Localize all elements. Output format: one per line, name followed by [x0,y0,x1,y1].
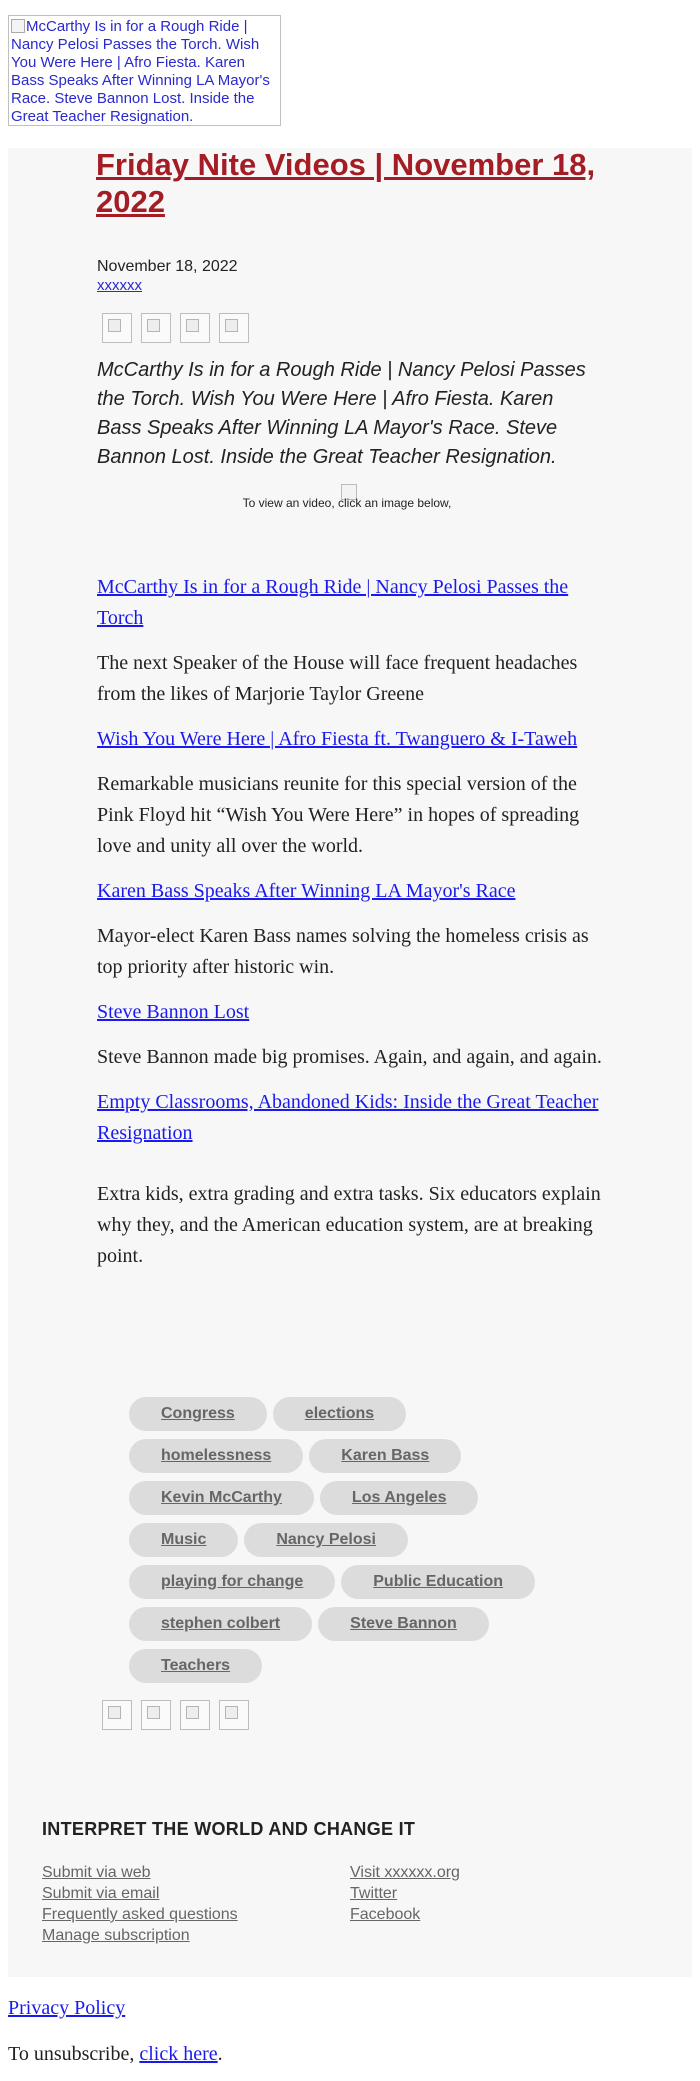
tag-kevin-mccarthy[interactable]: Kevin McCarthy [129,1481,314,1515]
article-summary: McCarthy Is in for a Rough Ride | Nancy Pelosi Passes the Torch. Wish You Were Here | Afro Fiesta. Karen Bass Speaks After Winning LA Mayor's Race. Steve Bannon Lost. Inside the Great Teacher Resignation. [97,359,586,468]
share-icons-bottom [102,1700,249,1730]
share-image-icon[interactable] [219,1700,249,1730]
video-link-wish-you-were-here[interactable]: Wish You Were Here | Afro Fiesta ft. Twanguero & I-Taweh [97,728,578,750]
tag-stephen-colbert[interactable]: stephen colbert [129,1607,312,1641]
video-description: Remarkable musicians reunite for this special version of the Pink Floyd hit “Wish You Were Here” in hopes of spreading love and unity all over the world. [97,773,580,857]
video-description: Mayor-elect Karen Bass names solving the homeless crisis as top priority after historic win. [97,925,589,978]
tag-playing-for-change[interactable]: playing for change [129,1565,335,1599]
unsubscribe-line [8,2041,223,2067]
unsubscribe-suffix: . [217,2043,223,2065]
submit-via-web-link[interactable]: Submit via web [42,1864,151,1881]
twitter-link[interactable]: Twitter [350,1885,398,1902]
author-link[interactable]: xxxxxx [97,277,142,294]
share-icons-top [102,313,249,343]
share-image-icon[interactable] [102,313,132,343]
tag-homelessness[interactable]: homelessness [129,1439,303,1473]
video-link-mccarthy[interactable]: McCarthy Is in for a Rough Ride | Nancy Pelosi Passes the Torch [97,576,569,629]
facebook-link[interactable]: Facebook [350,1906,421,1923]
video-description: The next Speaker of the House will face frequent headaches from the likes of Marjorie Taylor Greene [97,652,578,705]
tag-teachers[interactable]: Teachers [129,1649,262,1683]
share-image-icon[interactable] [180,313,210,343]
manage-subscription-link[interactable]: Manage subscription [42,1927,190,1944]
visit-site-link[interactable]: Visit xxxxxx.org [350,1864,460,1881]
tag-music[interactable]: Music [129,1523,238,1557]
footer-links-left [42,1862,238,1946]
header-image-alt: McCarthy Is in for a Rough Ride | Nancy Pelosi Passes the Torch. Wish You Were Here | Afro Fiesta. Karen Bass Speaks After Winning LA Mayor's Race. Steve Bannon Lost. Inside the Great Teacher Resignation. [11,18,270,125]
share-image-icon[interactable] [219,313,249,343]
video-link-teacher-resignation[interactable]: Empty Classrooms, Abandoned Kids: Inside the Great Teacher Resignation [97,1091,599,1144]
article-title[interactable]: Friday Nite Videos | November 18, 2022 [96,147,596,219]
view-video-note: To view an video, click an image below, [242,496,452,510]
faq-link[interactable]: Frequently asked questions [42,1906,238,1923]
tag-list [129,1397,559,1683]
header-image[interactable] [8,15,281,126]
video-list [97,572,602,1286]
tag-public-education[interactable]: Public Education [341,1565,535,1599]
video-link-karen-bass[interactable]: Karen Bass Speaks After Winning LA Mayor's Race [97,880,516,902]
article-date: November 18, 2022 [97,258,238,275]
tag-congress[interactable]: Congress [129,1397,267,1431]
share-image-icon[interactable] [141,313,171,343]
video-link-steve-bannon[interactable]: Steve Bannon Lost [97,1001,250,1023]
share-image-icon[interactable] [180,1700,210,1730]
share-image-icon[interactable] [141,1700,171,1730]
tag-karen-bass[interactable]: Karen Bass [309,1439,461,1473]
tag-elections[interactable]: elections [273,1397,406,1431]
tag-los-angeles[interactable]: Los Angeles [320,1481,479,1515]
footer-title: INTERPRET THE WORLD AND CHANGE IT [42,1819,416,1839]
video-description: Extra kids, extra grading and extra tasks. Six educators explain why they, and the American education system, are at breaking point. [97,1183,601,1267]
unsubscribe-prefix: To unsubscribe, [8,2043,140,2065]
video-description: Steve Bannon made big promises. Again, and again, and again. [97,1046,602,1068]
share-image-icon[interactable] [102,1700,132,1730]
footer-links-right [350,1862,460,1925]
submit-via-email-link[interactable]: Submit via email [42,1885,160,1902]
unsubscribe-link[interactable]: click here [139,2043,218,2065]
broken-image-icon [11,19,25,33]
privacy-policy-link[interactable]: Privacy Policy [8,1997,126,2019]
tag-steve-bannon[interactable]: Steve Bannon [318,1607,489,1641]
tag-nancy-pelosi[interactable]: Nancy Pelosi [244,1523,408,1557]
